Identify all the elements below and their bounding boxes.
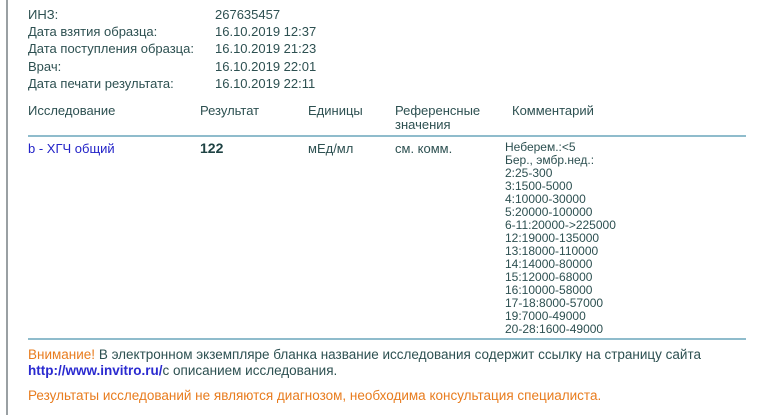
test-name-link[interactable]: b - ХГЧ общий bbox=[28, 141, 115, 157]
comment-line: Бер., эмбр.нед.: bbox=[505, 153, 595, 168]
result-reference: см. комм. bbox=[395, 141, 453, 157]
result-units: мЕд/мл bbox=[308, 141, 354, 157]
result-comment bbox=[505, 141, 746, 336]
comment-line: Неберем.:<5 bbox=[505, 140, 576, 155]
comment-line: 12:19000-135000 bbox=[505, 231, 600, 246]
page-left-border bbox=[6, 0, 8, 415]
column-header-units: Единицы bbox=[308, 103, 363, 119]
info-value: 267635457 bbox=[215, 7, 281, 22]
info-value: 16.10.2019 22:01 bbox=[215, 58, 317, 74]
info-label: Врач: bbox=[28, 58, 62, 74]
link-suffix-text: с описанием исследования. bbox=[162, 363, 338, 379]
comment-line: 17-18:8000-57000 bbox=[505, 296, 604, 311]
info-row-doctor bbox=[28, 58, 746, 75]
column-header-reference: Референсные значения bbox=[395, 103, 481, 133]
info-row-inz bbox=[28, 6, 746, 23]
column-header-comment: Комментарий bbox=[512, 103, 594, 119]
info-row-print-date bbox=[28, 75, 746, 92]
comment-line: 14:14000-80000 bbox=[505, 257, 593, 272]
warning-prefix: Внимание! bbox=[28, 347, 96, 363]
comment-line: 2:25-300 bbox=[505, 166, 553, 181]
info-label: Дата печати результата: bbox=[28, 75, 174, 91]
info-label: Дата поступления образца: bbox=[28, 41, 194, 57]
footer-notes bbox=[28, 347, 746, 404]
invitro-site-link[interactable]: http://www.invitro.ru/ bbox=[28, 363, 163, 379]
comment-line: 6-11:20000->225000 bbox=[505, 218, 616, 233]
comment-line: 13:18000-110000 bbox=[505, 244, 599, 259]
results-table-header bbox=[28, 104, 746, 132]
comment-line: 4:10000-30000 bbox=[505, 192, 586, 207]
header-divider-line bbox=[28, 135, 746, 137]
info-value: 16.10.2019 12:37 bbox=[215, 24, 317, 40]
warning-text: В электронном экземпляре бланка название исследования содержит ссылку на страницу сайта bbox=[98, 347, 701, 363]
disclaimer-text: Результаты исследований не являются диагнозом, необходима консультация специалиста. bbox=[28, 388, 602, 404]
column-header-result: Результат bbox=[200, 103, 260, 119]
comment-line: 16:10000-58000 bbox=[505, 283, 593, 298]
comment-line: 15:12000-68000 bbox=[505, 270, 593, 285]
comment-line: 3:1500-5000 bbox=[505, 179, 573, 194]
electronic-form-notice bbox=[28, 347, 746, 363]
info-label: Дата взятия образца: bbox=[28, 24, 158, 40]
info-value: 16.10.2019 21:23 bbox=[215, 41, 317, 57]
comment-line: 19:7000-49000 bbox=[505, 309, 586, 324]
result-value: 122 bbox=[200, 140, 224, 157]
info-row-sample-received bbox=[28, 40, 746, 57]
footer-divider-line bbox=[28, 338, 746, 340]
info-value: 16.10.2019 22:11 bbox=[215, 75, 316, 91]
sample-info-section bbox=[28, 6, 746, 92]
result-table-row bbox=[28, 141, 746, 336]
info-label: ИНЗ: bbox=[28, 7, 59, 22]
site-link-line bbox=[28, 363, 746, 379]
column-header-test: Исследование bbox=[28, 103, 116, 119]
lab-report bbox=[28, 6, 746, 404]
comment-line: 20-28:1600-49000 bbox=[505, 322, 604, 337]
info-row-sample-taken bbox=[28, 23, 746, 40]
comment-line: 5:20000-100000 bbox=[505, 205, 593, 220]
